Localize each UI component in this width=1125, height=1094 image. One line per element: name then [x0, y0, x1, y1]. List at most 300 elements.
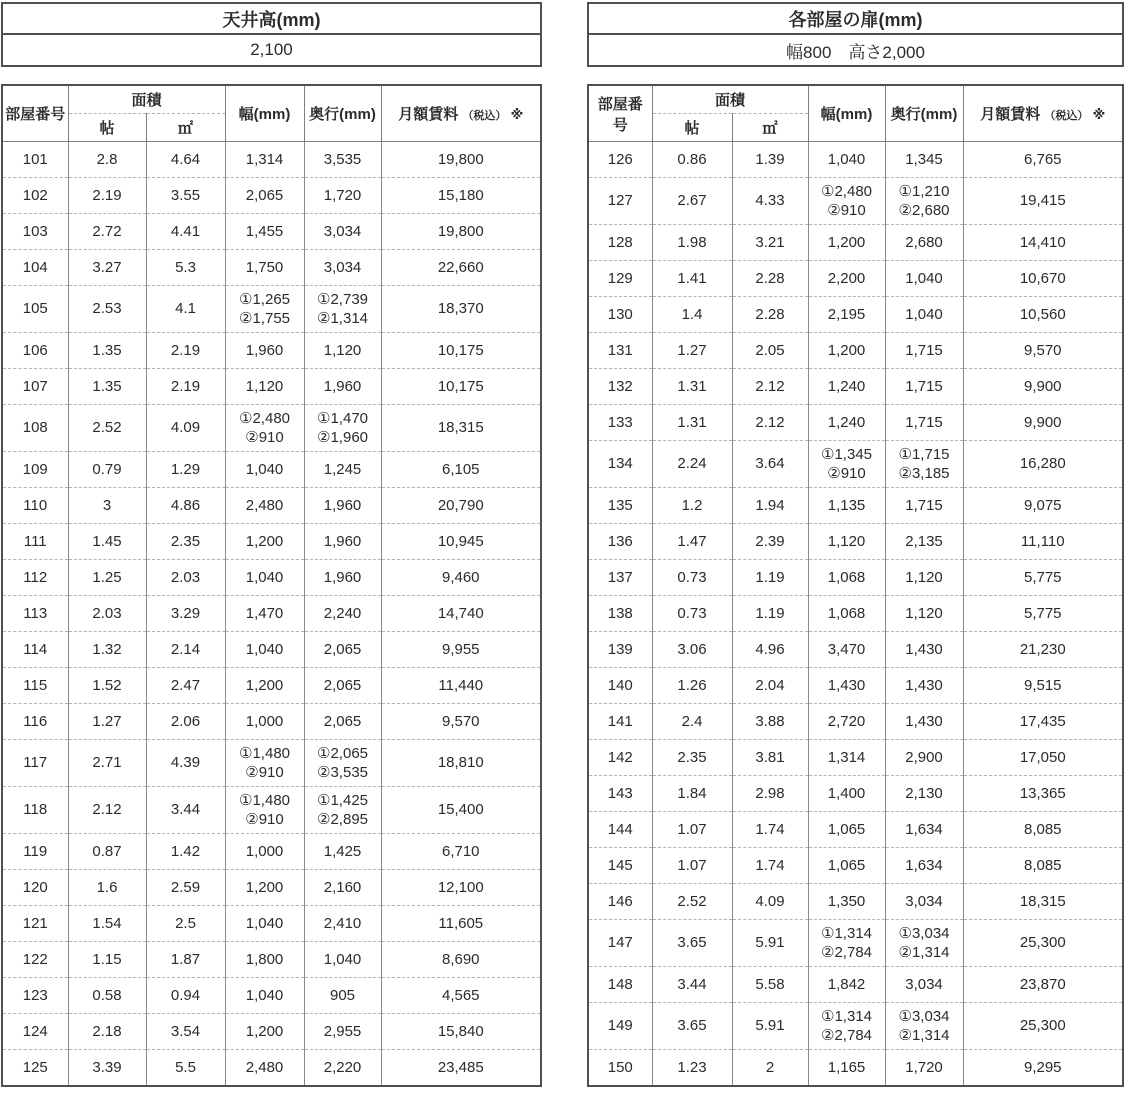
depth-cell: 1,715	[885, 333, 963, 369]
depth-cell: 1,715	[885, 488, 963, 524]
depth-cell: 1,715	[885, 369, 963, 405]
area-jo-cell: 3.65	[652, 1003, 732, 1050]
area-sqm-cell: 5.91	[732, 1003, 808, 1050]
table-row	[2, 632, 541, 668]
depth-cell: 1,960	[304, 560, 381, 596]
width-cell: 1,065	[808, 812, 885, 848]
rent-cell: 6,765	[963, 142, 1123, 178]
width-cell: 1,430	[808, 668, 885, 704]
room-number-cell: 138	[588, 596, 652, 632]
width-cell: 1,200	[225, 668, 304, 704]
rent-cell: 9,515	[963, 668, 1123, 704]
rent-cell: 13,365	[963, 776, 1123, 812]
width-cell: 1,065	[808, 848, 885, 884]
width-cell: 1,200	[808, 225, 885, 261]
rent-cell: 6,105	[381, 452, 541, 488]
area-jo-cell: 2.8	[68, 142, 146, 178]
table-row	[2, 250, 541, 286]
width-cell: 1,165	[808, 1050, 885, 1086]
table-row	[588, 1050, 1123, 1086]
col-header-width: 幅(mm)	[808, 85, 885, 142]
area-jo-cell: 1.98	[652, 225, 732, 261]
room-number-cell: 110	[2, 488, 68, 524]
col-header-rent	[381, 85, 541, 142]
width-cell: 1,200	[225, 870, 304, 906]
area-sqm-cell: 3.55	[146, 178, 225, 214]
area-jo-cell: 2.72	[68, 214, 146, 250]
depth-cell: 3,034	[304, 250, 381, 286]
room-number-cell: 116	[2, 704, 68, 740]
area-sqm-cell: 1.29	[146, 452, 225, 488]
room-table-right	[587, 84, 1124, 1087]
area-sqm-cell: 1.87	[146, 942, 225, 978]
col-header-depth: 奥行(mm)	[304, 85, 381, 142]
width-cell: 1,040	[225, 560, 304, 596]
table-row	[2, 286, 541, 333]
table-row	[588, 776, 1123, 812]
area-jo-cell: 1.45	[68, 524, 146, 560]
room-table-right-header	[588, 85, 1123, 142]
rent-cell: 25,300	[963, 1003, 1123, 1050]
table-row	[2, 596, 541, 632]
rent-cell: 22,660	[381, 250, 541, 286]
width-cell: 1,135	[808, 488, 885, 524]
area-sqm-cell: 2.47	[146, 668, 225, 704]
area-jo-cell: 1.31	[652, 369, 732, 405]
area-sqm-cell: 5.3	[146, 250, 225, 286]
room-number-cell: 106	[2, 333, 68, 369]
rent-cell: 9,295	[963, 1050, 1123, 1086]
width-cell: 3,470	[808, 632, 885, 668]
table-row	[588, 740, 1123, 776]
depth-cell: 1,634	[885, 848, 963, 884]
room-number-cell: 109	[2, 452, 68, 488]
rent-cell: 9,460	[381, 560, 541, 596]
width-cell: ①2,480 ②910	[225, 405, 304, 452]
width-cell: 1,350	[808, 884, 885, 920]
table-row	[2, 178, 541, 214]
room-table-left	[1, 84, 542, 1087]
width-cell: ①1,314 ②2,784	[808, 920, 885, 967]
area-sqm-cell: 4.1	[146, 286, 225, 333]
room-number-cell: 123	[2, 978, 68, 1014]
width-cell: 1,000	[225, 704, 304, 740]
table-row	[2, 740, 541, 787]
room-number-cell: 132	[588, 369, 652, 405]
rent-cell: 15,180	[381, 178, 541, 214]
area-jo-cell: 2.67	[652, 178, 732, 225]
area-jo-cell: 1.26	[652, 668, 732, 704]
table-row	[588, 142, 1123, 178]
area-jo-cell: 2.18	[68, 1014, 146, 1050]
width-cell: ①1,480 ②910	[225, 787, 304, 834]
depth-cell: 3,034	[304, 214, 381, 250]
depth-cell: ①1,715 ②3,185	[885, 441, 963, 488]
area-jo-cell: 1.15	[68, 942, 146, 978]
area-jo-cell: 3.39	[68, 1050, 146, 1086]
rent-label: 月額賃料	[398, 106, 459, 123]
room-number-cell: 112	[2, 560, 68, 596]
rent-reference-mark: ※	[510, 107, 524, 122]
area-jo-cell: 0.87	[68, 834, 146, 870]
area-sqm-cell: 2.19	[146, 333, 225, 369]
room-table-left-header	[2, 85, 541, 142]
rent-cell: 18,810	[381, 740, 541, 787]
room-number-cell: 113	[2, 596, 68, 632]
rent-cell: 5,775	[963, 596, 1123, 632]
width-cell: 1,000	[225, 834, 304, 870]
room-number-cell: 137	[588, 560, 652, 596]
depth-cell: 905	[304, 978, 381, 1014]
table-row	[2, 978, 541, 1014]
width-cell: 1,068	[808, 596, 885, 632]
room-number-cell: 117	[2, 740, 68, 787]
area-sqm-cell: 4.39	[146, 740, 225, 787]
depth-cell: ①3,034 ②1,314	[885, 920, 963, 967]
area-sqm-cell: 2.98	[732, 776, 808, 812]
room-number-cell: 105	[2, 286, 68, 333]
depth-cell: 2,065	[304, 632, 381, 668]
area-jo-cell: 3.27	[68, 250, 146, 286]
area-sqm-cell: 3.44	[146, 787, 225, 834]
width-cell: ①1,265 ②1,755	[225, 286, 304, 333]
area-jo-cell: 0.86	[652, 142, 732, 178]
area-sqm-cell: 3.54	[146, 1014, 225, 1050]
rent-cell: 8,690	[381, 942, 541, 978]
area-jo-cell: 1.07	[652, 848, 732, 884]
area-sqm-cell: 4.64	[146, 142, 225, 178]
depth-cell: 1,430	[885, 668, 963, 704]
table-row	[2, 488, 541, 524]
area-jo-cell: 0.73	[652, 560, 732, 596]
rent-cell: 17,435	[963, 704, 1123, 740]
room-number-cell: 126	[588, 142, 652, 178]
ceiling-height-value: 2,100	[2, 34, 541, 66]
col-header-area-sqm: ㎡	[732, 114, 808, 142]
depth-cell: 1,720	[304, 178, 381, 214]
table-row	[588, 812, 1123, 848]
room-number-cell: 102	[2, 178, 68, 214]
depth-cell: ①2,739 ②1,314	[304, 286, 381, 333]
area-jo-cell: 2.19	[68, 178, 146, 214]
rent-cell: 17,050	[963, 740, 1123, 776]
area-sqm-cell: 2.5	[146, 906, 225, 942]
width-cell: 1,200	[225, 524, 304, 560]
area-sqm-cell: 4.09	[146, 405, 225, 452]
room-number-cell: 114	[2, 632, 68, 668]
room-number-cell: 135	[588, 488, 652, 524]
width-cell: 1,240	[808, 369, 885, 405]
rent-cell: 19,415	[963, 178, 1123, 225]
area-jo-cell: 2.03	[68, 596, 146, 632]
col-header-area-sqm: ㎡	[146, 114, 225, 142]
area-jo-cell: 1.2	[652, 488, 732, 524]
area-sqm-cell: 1.74	[732, 812, 808, 848]
room-number-cell: 133	[588, 405, 652, 441]
rent-cell: 6,710	[381, 834, 541, 870]
room-door-box	[587, 2, 1124, 67]
area-jo-cell: 1.23	[652, 1050, 732, 1086]
room-number-cell: 122	[2, 942, 68, 978]
width-cell: ①1,314 ②2,784	[808, 1003, 885, 1050]
depth-cell: 2,900	[885, 740, 963, 776]
area-sqm-cell: 2.28	[732, 297, 808, 333]
table-row	[588, 884, 1123, 920]
room-number-cell: 145	[588, 848, 652, 884]
ceiling-height-box	[1, 2, 542, 67]
table-row	[2, 452, 541, 488]
room-table-left-body	[2, 142, 541, 1086]
table-row	[2, 704, 541, 740]
depth-cell: 2,220	[304, 1050, 381, 1086]
area-jo-cell: 1.4	[652, 297, 732, 333]
left-column	[1, 2, 542, 1087]
rent-cell: 15,400	[381, 787, 541, 834]
room-number-cell: 128	[588, 225, 652, 261]
room-number-cell: 150	[588, 1050, 652, 1086]
rent-cell: 11,110	[963, 524, 1123, 560]
width-cell: 1,240	[808, 405, 885, 441]
rent-cell: 9,900	[963, 405, 1123, 441]
rent-cell: 23,485	[381, 1050, 541, 1086]
table-row	[588, 668, 1123, 704]
room-number-cell: 146	[588, 884, 652, 920]
table-row	[588, 405, 1123, 441]
rent-cell: 9,900	[963, 369, 1123, 405]
depth-cell: 1,040	[885, 297, 963, 333]
table-row	[588, 920, 1123, 967]
depth-cell: 1,430	[885, 704, 963, 740]
area-sqm-cell: 2.14	[146, 632, 225, 668]
area-sqm-cell: 0.94	[146, 978, 225, 1014]
room-number-cell: 118	[2, 787, 68, 834]
table-row	[2, 214, 541, 250]
rent-cell: 15,840	[381, 1014, 541, 1050]
depth-cell: 2,065	[304, 668, 381, 704]
table-row	[2, 142, 541, 178]
area-sqm-cell: 1.74	[732, 848, 808, 884]
area-jo-cell: 2.71	[68, 740, 146, 787]
room-number-cell: 107	[2, 369, 68, 405]
rent-cell: 10,175	[381, 333, 541, 369]
area-sqm-cell: 2.03	[146, 560, 225, 596]
rent-cell: 18,315	[963, 884, 1123, 920]
room-number-cell: 124	[2, 1014, 68, 1050]
area-jo-cell: 1.27	[68, 704, 146, 740]
room-number-cell: 115	[2, 668, 68, 704]
depth-cell: 1,040	[304, 942, 381, 978]
col-header-width: 幅(mm)	[225, 85, 304, 142]
width-cell: 1,068	[808, 560, 885, 596]
area-sqm-cell: 4.86	[146, 488, 225, 524]
room-number-cell: 125	[2, 1050, 68, 1086]
area-jo-cell: 2.35	[652, 740, 732, 776]
depth-cell: 1,960	[304, 369, 381, 405]
area-sqm-cell: 5.58	[732, 967, 808, 1003]
area-sqm-cell: 3.88	[732, 704, 808, 740]
table-row	[2, 405, 541, 452]
rent-cell: 21,230	[963, 632, 1123, 668]
room-number-cell: 140	[588, 668, 652, 704]
room-door-title: 各部屋の扉(mm)	[588, 3, 1123, 34]
depth-cell: ①1,470 ②1,960	[304, 405, 381, 452]
depth-cell: ①1,210 ②2,680	[885, 178, 963, 225]
area-jo-cell: 1.52	[68, 668, 146, 704]
depth-cell: 1,120	[304, 333, 381, 369]
width-cell: 2,480	[225, 488, 304, 524]
area-sqm-cell: 4.09	[732, 884, 808, 920]
table-row	[2, 1050, 541, 1086]
rent-cell: 10,670	[963, 261, 1123, 297]
rent-cell: 5,775	[963, 560, 1123, 596]
table-row	[588, 848, 1123, 884]
area-jo-cell: 1.47	[652, 524, 732, 560]
depth-cell: 1,245	[304, 452, 381, 488]
table-row	[588, 441, 1123, 488]
table-row	[2, 524, 541, 560]
rent-cell: 9,955	[381, 632, 541, 668]
table-row	[2, 834, 541, 870]
room-number-cell: 144	[588, 812, 652, 848]
area-jo-cell: 1.35	[68, 333, 146, 369]
room-table-right-body	[588, 142, 1123, 1086]
area-sqm-cell: 2.19	[146, 369, 225, 405]
width-cell: 2,200	[808, 261, 885, 297]
rent-cell: 8,085	[963, 848, 1123, 884]
width-cell: 1,200	[808, 333, 885, 369]
width-cell: 2,195	[808, 297, 885, 333]
area-jo-cell: 1.54	[68, 906, 146, 942]
rent-cell: 9,570	[381, 704, 541, 740]
room-number-cell: 119	[2, 834, 68, 870]
depth-cell: 1,634	[885, 812, 963, 848]
depth-cell: 2,680	[885, 225, 963, 261]
width-cell: 1,470	[225, 596, 304, 632]
rent-cell: 9,075	[963, 488, 1123, 524]
room-number-cell: 121	[2, 906, 68, 942]
depth-cell: 2,410	[304, 906, 381, 942]
width-cell: 2,065	[225, 178, 304, 214]
area-jo-cell: 1.32	[68, 632, 146, 668]
table-row	[2, 369, 541, 405]
area-sqm-cell: 2.04	[732, 668, 808, 704]
area-sqm-cell: 5.5	[146, 1050, 225, 1086]
area-jo-cell: 0.58	[68, 978, 146, 1014]
depth-cell: 3,535	[304, 142, 381, 178]
rent-tax-note: （税込）	[462, 110, 507, 122]
room-number-cell: 139	[588, 632, 652, 668]
table-row	[588, 596, 1123, 632]
depth-cell: 2,955	[304, 1014, 381, 1050]
depth-cell: 1,715	[885, 405, 963, 441]
room-number-cell: 127	[588, 178, 652, 225]
width-cell: ①2,480 ②910	[808, 178, 885, 225]
area-sqm-cell: 3.81	[732, 740, 808, 776]
room-number-cell: 148	[588, 967, 652, 1003]
depth-cell: 3,034	[885, 967, 963, 1003]
rent-cell: 9,570	[963, 333, 1123, 369]
col-header-area: 面積	[652, 85, 808, 114]
room-number-cell: 101	[2, 142, 68, 178]
area-jo-cell: 2.24	[652, 441, 732, 488]
room-number-cell: 103	[2, 214, 68, 250]
area-jo-cell: 3.65	[652, 920, 732, 967]
table-row	[588, 967, 1123, 1003]
area-sqm-cell: 4.96	[732, 632, 808, 668]
width-cell: ①1,480 ②910	[225, 740, 304, 787]
area-sqm-cell: 1.94	[732, 488, 808, 524]
width-cell: 1,314	[225, 142, 304, 178]
depth-cell: 1,425	[304, 834, 381, 870]
width-cell: 2,720	[808, 704, 885, 740]
depth-cell: ①1,425 ②2,895	[304, 787, 381, 834]
depth-cell: 1,345	[885, 142, 963, 178]
area-sqm-cell: 3.29	[146, 596, 225, 632]
room-number-cell: 129	[588, 261, 652, 297]
room-number-cell: 130	[588, 297, 652, 333]
depth-cell: 2,065	[304, 704, 381, 740]
area-jo-cell: 2.52	[652, 884, 732, 920]
col-header-area-jo: 帖	[68, 114, 146, 142]
width-cell: 1,040	[808, 142, 885, 178]
rent-cell: 14,740	[381, 596, 541, 632]
table-row	[2, 906, 541, 942]
room-number-cell: 136	[588, 524, 652, 560]
rent-cell: 19,800	[381, 214, 541, 250]
table-row	[588, 560, 1123, 596]
depth-cell: 2,130	[885, 776, 963, 812]
table-row	[2, 1014, 541, 1050]
area-sqm-cell: 2.06	[146, 704, 225, 740]
room-number-cell: 131	[588, 333, 652, 369]
col-header-room-number: 部屋番号	[2, 85, 68, 142]
width-cell: 1,960	[225, 333, 304, 369]
width-cell: 2,480	[225, 1050, 304, 1086]
table-row	[588, 261, 1123, 297]
width-cell: 1,040	[225, 632, 304, 668]
depth-cell: 1,720	[885, 1050, 963, 1086]
rent-cell: 10,560	[963, 297, 1123, 333]
depth-cell: 2,135	[885, 524, 963, 560]
col-header-room-number: 部屋番号	[588, 85, 652, 142]
table-row	[588, 178, 1123, 225]
width-cell: 1,400	[808, 776, 885, 812]
room-door-value: 幅800 高さ2,000	[588, 34, 1123, 66]
width-cell: 1,455	[225, 214, 304, 250]
room-number-cell: 104	[2, 250, 68, 286]
table-row	[2, 870, 541, 906]
area-sqm-cell: 2.39	[732, 524, 808, 560]
depth-cell: 2,240	[304, 596, 381, 632]
rent-cell: 23,870	[963, 967, 1123, 1003]
rent-cell: 19,800	[381, 142, 541, 178]
room-number-cell: 143	[588, 776, 652, 812]
width-cell: 1,120	[225, 369, 304, 405]
depth-cell: ①3,034 ②1,314	[885, 1003, 963, 1050]
col-header-area: 面積	[68, 85, 225, 114]
depth-cell: 1,430	[885, 632, 963, 668]
col-header-rent	[963, 85, 1123, 142]
area-sqm-cell: 2	[732, 1050, 808, 1086]
area-sqm-cell: 5.91	[732, 920, 808, 967]
table-row	[588, 704, 1123, 740]
col-header-area-jo: 帖	[652, 114, 732, 142]
depth-cell: 1,960	[304, 524, 381, 560]
table-row	[588, 488, 1123, 524]
room-number-cell: 108	[2, 405, 68, 452]
rent-cell: 14,410	[963, 225, 1123, 261]
area-jo-cell: 2.12	[68, 787, 146, 834]
